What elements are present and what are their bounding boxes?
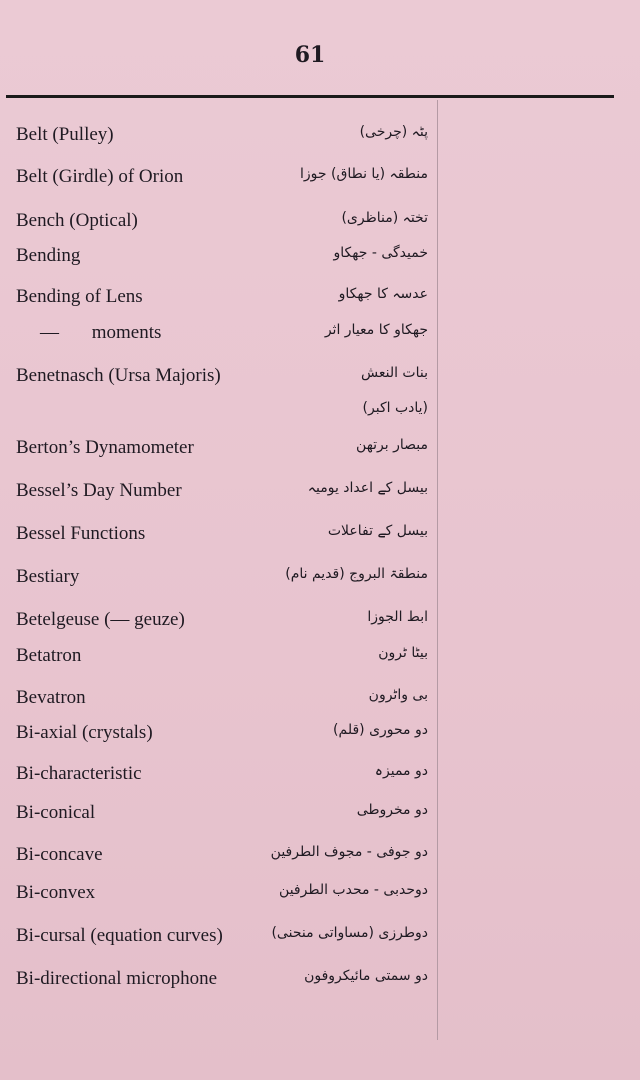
glossary-entry xyxy=(0,639,640,675)
english-term: Bench (Optical) xyxy=(16,210,138,231)
glossary-entry xyxy=(0,560,640,596)
glossary-entry xyxy=(0,838,640,874)
urdu-term: منطقہ (یا نطاق) جوزا xyxy=(300,166,428,182)
glossary-entry xyxy=(0,280,640,316)
urdu-term: دو ممیزہ xyxy=(374,763,428,779)
glossary-entry xyxy=(0,394,640,430)
glossary-entry xyxy=(0,796,640,832)
glossary-entry xyxy=(0,359,640,395)
urdu-term: تختہ (مناظری) xyxy=(341,210,428,226)
urdu-term: جھکاو کا معیار اثر xyxy=(324,322,428,338)
english-term: Bi-convex xyxy=(16,882,96,903)
glossary-entry xyxy=(0,160,640,196)
english-term: Bi-characteristic xyxy=(16,763,142,784)
glossary-entry xyxy=(0,919,640,955)
glossary-entry xyxy=(0,716,640,752)
english-term: Bi-concave xyxy=(16,844,103,865)
english-term: Bi-cursal (equation curves) xyxy=(16,925,223,946)
english-term: Bending of Lens xyxy=(16,286,143,307)
urdu-term: دوطرزی (مساواتی منحنی) xyxy=(271,925,428,941)
english-term: Benetnasch (Ursa Majoris) xyxy=(16,365,221,386)
urdu-term: مبصار برتھن xyxy=(356,437,428,453)
glossary-entry xyxy=(0,204,640,240)
glossary-entry xyxy=(0,316,640,352)
glossary-entry xyxy=(0,757,640,793)
urdu-term: دو مخروطی xyxy=(356,802,428,818)
glossary-entry xyxy=(0,603,640,639)
glossary-entry xyxy=(0,962,640,998)
english-term: Belt (Pulley) xyxy=(16,124,114,145)
urdu-term: دوحدبی - محدب الطرفین xyxy=(279,882,428,898)
header-rule xyxy=(6,95,614,98)
glossary-entry xyxy=(0,431,640,467)
urdu-term: عدسہ کا جھکاو xyxy=(338,286,428,302)
glossary-entry xyxy=(0,681,640,717)
english-term: Bessel’s Day Number xyxy=(16,480,182,501)
glossary-entry xyxy=(0,118,640,154)
urdu-term: بیٹا ٹرون xyxy=(378,645,428,661)
urdu-term: پٹہ (چرخی) xyxy=(359,124,428,140)
urdu-term: بیسل کے اعداد یومیہ xyxy=(307,480,428,496)
urdu-term: بی واٹرون xyxy=(368,687,428,703)
urdu-term: دو محوری (قلم) xyxy=(333,722,428,738)
urdu-term: دو سمتی مائیکروفون xyxy=(304,968,428,984)
urdu-term: بیسل کے تفاعلات xyxy=(327,523,428,539)
glossary-entry xyxy=(0,239,640,275)
english-term: Bevatron xyxy=(16,687,86,708)
urdu-term: دو جوفی - مجوف الطرفین xyxy=(270,844,428,860)
urdu-term: بنات النعش xyxy=(361,365,428,381)
english-term: Belt (Girdle) of Orion xyxy=(16,166,184,187)
english-term: Bi-conical xyxy=(16,802,96,823)
english-term: Berton’s Dynamometer xyxy=(16,437,194,458)
page-number: 61 xyxy=(294,42,326,68)
english-term: Bestiary xyxy=(16,566,80,587)
glossary-entry xyxy=(0,517,640,553)
english-term: Betatron xyxy=(16,645,82,666)
urdu-term: منطقۃ البروج (قدیم نام) xyxy=(285,566,428,582)
glossary-entry xyxy=(0,474,640,510)
english-term: Bi-axial (crystals) xyxy=(16,722,153,743)
glossary-entry xyxy=(0,876,640,912)
english-term: — moments xyxy=(40,322,162,343)
urdu-term: خمیدگی - جھکاو xyxy=(333,245,428,261)
english-term: Betelgeuse (— geuze) xyxy=(16,609,185,630)
english-term: Bi-directional microphone xyxy=(16,968,218,989)
english-term: Bessel Functions xyxy=(16,523,146,544)
english-term: Bending xyxy=(16,245,81,266)
urdu-term: ابط الجوزا xyxy=(367,609,428,625)
urdu-term: (یادب اکبر) xyxy=(362,400,428,416)
